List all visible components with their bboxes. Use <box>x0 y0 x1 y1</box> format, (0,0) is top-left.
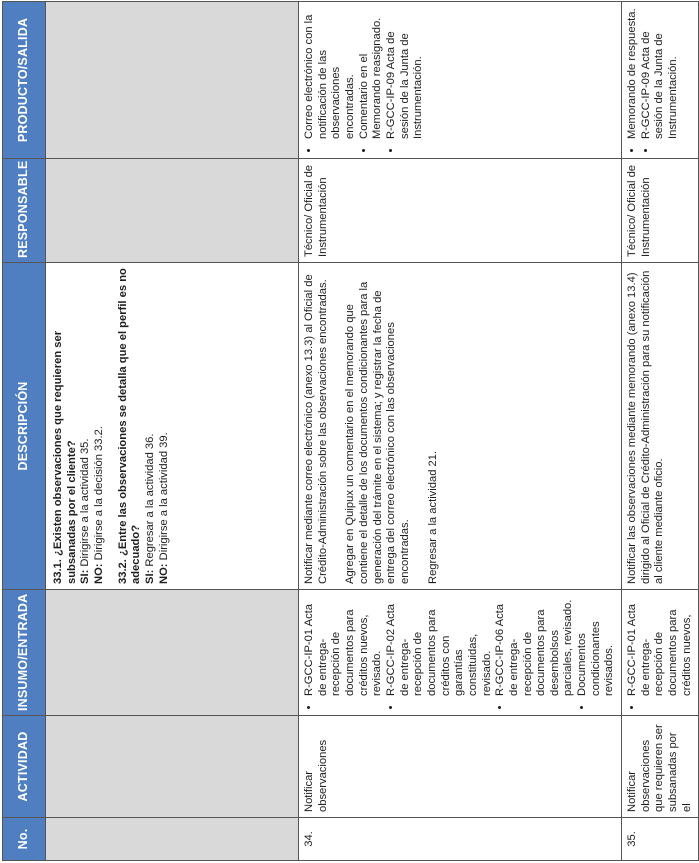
decision-no-cell <box>46 818 299 861</box>
row34-insumo-item: • R-GCC-IP-01 Acta de entrega-recepción de documentos para créditos nuevos, revisado. <box>303 595 385 696</box>
decision-producto-cell <box>46 2 299 159</box>
row35-insumo <box>622 590 699 716</box>
decision-q1-no: NO: Dirigirse a la decisión 33.2. <box>92 426 105 584</box>
row34-desc-p1: Notificar mediante correo electrónico (anexo 13.3) al Oficial de Crédito-Administración sobre las observaciones encontradas. <box>303 274 329 584</box>
decision-actividad-cell <box>46 716 299 818</box>
row35-responsable: Técnico/ Oficial de Instrumentación <box>622 159 699 263</box>
row34-description <box>299 263 622 590</box>
header-producto: PRODUCTO/SALIDA <box>3 2 46 159</box>
row34-responsable: Técnico/ Oficial de Instrumentación <box>299 159 622 263</box>
decision-responsable-cell <box>46 159 299 263</box>
header-insumo: INSUMO/ENTRADA <box>3 590 46 716</box>
table-row-decision <box>46 2 299 861</box>
row34-insumo-item: • R-GCC-IP-06 Acta de entrega-recepción de documentos para desembolsos parciales, revisado. <box>494 595 576 696</box>
row34-producto-item: • Correo electrónico con la notificación de las observaciones encontradas. <box>303 7 358 139</box>
row35-number: 35. <box>622 818 699 861</box>
decision-q2-no: NO: Dirigirse a la actividad 39. <box>157 432 170 584</box>
table-row-34 <box>299 2 622 861</box>
header-actividad: ACTIVIDAD <box>3 716 46 818</box>
decision-q1-title: 33.1. ¿Existen observaciones que requieren ser subsanadas por el cliente? <box>52 330 78 584</box>
row35-actividad: Notificar observaciones que requieren ser subsanadas por el <box>622 716 699 818</box>
row34-actividad: Notificar observaciones <box>299 716 622 818</box>
decision-insumo-cell <box>46 590 299 716</box>
decision-q2-si: SI: Regresar a la actividad 36. <box>143 433 156 584</box>
row34-insumo-item: • Documentos condicionantes revisados. <box>576 595 617 696</box>
row34-desc-p2: Agregar en Quipux un comentario en el memorando que contiene el detalle de los documentos condicionantes para la generación del trámite en el sistema; y registrar la fecha de entrega del correo electrónico con las observaciones encontradas. <box>344 281 411 584</box>
row34-insumo-item: • R-GCC-IP-02 Acta de entrega-recepción de documentos para créditos con garantías constituidas, revisado. <box>385 595 494 696</box>
row34-producto-item: • R-GCC-IP-09 Acta de sesión de la Junta de Instrumentación. <box>385 7 426 139</box>
row35-producto-item: • R-GCC-IP-09 Acta de sesión de la Junta de Instrumentación. <box>640 7 681 139</box>
decision-description-cell <box>46 263 299 590</box>
header-row <box>3 2 46 861</box>
row35-producto <box>622 2 699 159</box>
decision-q2-title: 33.2. ¿Entre las observaciones se detalla que el perfil es no adecuado? <box>116 268 143 584</box>
header-no: No. <box>3 818 46 861</box>
row34-number: 34. <box>299 818 622 861</box>
row35-insumo-item: • R-GCC-IP-01 Acta de entrega-recepción de documentos para créditos nuevos, <box>626 595 694 696</box>
process-table <box>2 1 699 861</box>
row34-desc-p3: Regresar a la actividad 21. <box>426 450 439 584</box>
row34-insumo <box>299 590 622 716</box>
row35-description: Notificar las observaciones mediante memorando (anexo 13.4) dirigido al Oficial de Crédito-Administración para su notificación al cliente mediante oficio. <box>622 263 699 590</box>
table-row-35 <box>622 2 699 861</box>
decision-q1-si: SI: Dirigirse a la actividad 35. <box>79 438 92 584</box>
header-descripcion: DESCRIPCIÓN <box>3 263 46 590</box>
header-responsable: RESPONSABLE <box>3 159 46 263</box>
row34-producto-item: • Comentario en el Memorando reasignado. <box>358 7 385 139</box>
row34-producto <box>299 2 622 159</box>
row35-producto-item: • Memorando de respuesta. <box>626 7 640 139</box>
